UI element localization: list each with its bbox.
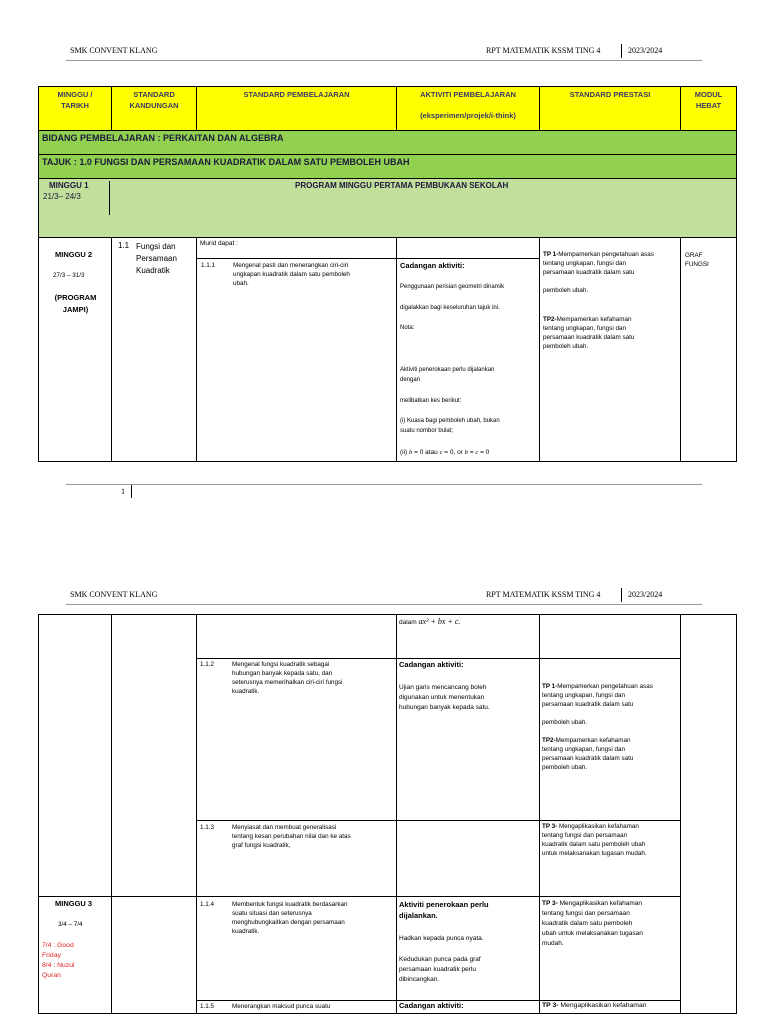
tp112-1-label: TP 1- — [542, 683, 558, 690]
col-minggu-header — [38, 86, 111, 131]
sp-112-text — [232, 660, 394, 696]
col-aktiviti-line2: (eksperimen/projek/i-think) — [420, 111, 516, 120]
tp2-line-2: tentang ungkapan, fungsi dan — [543, 325, 626, 332]
akt6-b: b — [409, 449, 413, 456]
minggu3-label: MINGGU 3 — [55, 899, 93, 908]
minggu2-sk-cell — [111, 238, 196, 462]
col-minggu-line1: MINGGU / — [57, 90, 93, 99]
sp112-line-3: seterusnya memerihalkan ciri-ciri fungsi — [232, 679, 343, 686]
minggu2-modul-cell — [680, 238, 737, 462]
minggu2-date: 27/3 – 31/3 — [53, 272, 85, 279]
sp113-line-2: tentang kesan perubahan nilai dan ke atas — [232, 833, 351, 840]
tp2-line-3: persamaan kuadratik dalam satu — [543, 334, 635, 341]
sp-114-text — [232, 900, 394, 936]
minggu2-aktiviti-cell — [396, 238, 539, 462]
header-year: 2023/2024 — [628, 46, 663, 55]
p2-row-sep-1 — [196, 658, 680, 659]
minggu1-divider — [109, 181, 110, 215]
murid-dapat: Murid dapat : — [200, 240, 238, 247]
tp-113-block — [542, 822, 678, 858]
akt-114-title — [399, 899, 489, 921]
sp114-line-2: suatu situasi dan seterusnya — [232, 910, 312, 917]
tp114-line-2: tentang fungsi dan persamaan — [542, 910, 630, 917]
sp112-line-2: hubungan banyak kepada satu, dan — [232, 670, 333, 677]
header-rpt: RPT MATEMATIK KSSM TING 4 — [486, 46, 601, 55]
aktiviti-line-4: melibatkan kes berikut: — [400, 398, 462, 404]
aktiviti-line-2: digalakkan bagi keseluruhan tajuk ini. — [400, 305, 500, 311]
sp112-line-1: Mengenal fungsi kuadratik sebagai — [232, 661, 330, 668]
col-prestasi-label: STANDARD PRESTASI — [569, 90, 651, 99]
tp115-label: TP 3- — [542, 1002, 559, 1009]
sp113-line-3: graf fungsi kuadratik, — [232, 842, 291, 849]
tp113-line-2: tentang fungsi dan persamaan — [542, 832, 628, 839]
sk-line-1: Fungsi dan — [136, 242, 176, 251]
tp112-2-line-2: tentang ungkapan, fungsi dan — [542, 746, 625, 753]
col-aktiviti-header — [396, 86, 539, 131]
tp1-label: TP 1- — [543, 251, 559, 258]
holiday-line-2: Friday — [42, 952, 61, 959]
sk-number: 1.1 — [118, 241, 130, 250]
col-minggu-line2: TARIKH — [61, 101, 89, 110]
akt6-f: b — [464, 449, 468, 456]
tp2-line-4: pemboleh ubah. — [543, 343, 589, 350]
akt114-title-2: dijalankan. — [399, 911, 438, 920]
tp-112-block — [542, 682, 678, 772]
tp114-line-5: mudah. — [542, 940, 564, 947]
header2-school: SMK CONVENT KLANG — [70, 590, 158, 599]
footer-page-number: 1 — [121, 487, 125, 496]
sp-113-number: 1.1.3 — [200, 824, 215, 831]
col-modul-header — [680, 86, 737, 131]
header2-rpt: RPT MATEMATIK KSSM TING 4 — [486, 590, 601, 599]
tp112-2-line-4: pemboleh ubah. — [542, 764, 588, 771]
minggu2-prestasi-cell — [539, 238, 680, 462]
akt114-2-line-3: dibincangkan. — [399, 976, 440, 983]
aktiviti-line-5b: suatu nombor bulat; — [400, 428, 454, 434]
minggu2-week-cell — [38, 238, 111, 462]
col-modul-line2: HEBAT — [695, 101, 722, 110]
header2-year: 2023/2024 — [628, 590, 663, 599]
col-sk-line1: STANDARD — [133, 90, 175, 99]
tp-115-block — [542, 1001, 647, 1010]
tp1-line-2: tentang ungkapan, fungsi dan — [543, 260, 626, 267]
tp1-block — [543, 250, 679, 295]
p2-col-modul — [680, 614, 737, 1014]
minggu2-program-1: (PROGRAM — [54, 293, 97, 302]
holiday-line-1: 7/4 : Good — [42, 942, 74, 949]
col-sk-line2: KANDUNGAN — [129, 101, 179, 110]
sp114-line-4: kuadratik. — [232, 928, 260, 935]
p2-col-aktiviti — [396, 614, 539, 1014]
sp-divider — [197, 258, 397, 259]
sk-line-2: Persamaan — [136, 254, 177, 263]
holiday-line-3: 8/4 : Nuzul — [42, 962, 75, 969]
akt6-a: (ii) — [400, 449, 410, 456]
tp114-line-1: Mengaplikasikan kefahaman — [557, 900, 642, 907]
aktiviti-nota: Nota: — [400, 325, 415, 331]
tp114-line-3: kuadratik dalam satu pemboleh — [542, 920, 633, 927]
akt-114-block-2 — [399, 955, 481, 985]
tp112-1-tail: pemboleh ubah. — [542, 719, 588, 726]
p2-row-sep-3 — [38, 896, 680, 897]
akt6-e: = 0, or — [442, 449, 465, 456]
minggu2-label: MINGGU 2 — [55, 250, 93, 259]
bidang-row — [38, 131, 737, 155]
p2-col-sk — [111, 614, 196, 1014]
tp2-line-1: Mempamerkan kefahaman — [556, 316, 632, 323]
modul-line-1: GRAF — [685, 252, 703, 259]
aktiviti-line-3a: Aktiviti penerokaan perlu dijalankan — [400, 367, 495, 373]
akt6-c: = 0 atau — [412, 449, 440, 456]
col-sp-label: STANDARD PEMBELAJARAN — [243, 90, 350, 99]
aktiviti-line-6 — [400, 448, 489, 457]
akt-112-title: Cadangan aktiviti: — [399, 660, 464, 669]
header-school: SMK CONVENT KLANG — [70, 46, 158, 55]
tp2-block — [543, 315, 679, 351]
sp-113-text — [232, 823, 394, 850]
sp-114-number: 1.1.4 — [200, 901, 215, 908]
tp1-line-3: persamaan kuadratik dalam satu — [543, 269, 635, 276]
sp-line-3: ubah. — [233, 280, 249, 287]
p2-col-prestasi — [539, 614, 680, 1014]
modul-block — [685, 251, 709, 269]
col-standard-kandungan-header — [111, 86, 196, 131]
minggu1-program: PROGRAM MINGGU PERTAMA PEMBUKAAN SEKOLAH — [295, 181, 509, 190]
akt-115-title: Cadangan aktiviti: — [399, 1001, 464, 1010]
tp115-line: Mengaplikasikan kefahaman — [558, 1002, 647, 1009]
sp-description — [233, 261, 395, 288]
akt6-g: = — [467, 449, 476, 456]
sp-115-text: Menerangkan maksud punca suatu — [232, 1003, 331, 1010]
tajuk-row — [38, 155, 737, 179]
tp112-2-line-3: persamaan kuadratik dalam satu — [542, 755, 634, 762]
header2-rule — [66, 604, 702, 605]
akt112-line-2: digunakan untuk menentukan — [399, 694, 485, 701]
sp-112-number: 1.1.2 — [200, 661, 215, 668]
sp-line-2: ungkapan kuadratik dalam satu pemboleh — [233, 271, 350, 278]
akt6-h: c — [475, 449, 479, 456]
col-modul-line1: MODUL — [694, 90, 723, 99]
tp112-1-line-3: persamaan kuadratik dalam satu — [542, 701, 634, 708]
aktiviti-line-1: Penggunaan perisian geometri dinamik — [400, 284, 505, 290]
modul-line-2: FUNGSI — [685, 261, 709, 268]
col-standard-prestasi-header — [539, 86, 680, 131]
tp112-1-line-1: Mempamerkan pengetahuan asas — [557, 683, 653, 690]
minggu1-date: 21/3– 24/3 — [43, 192, 81, 201]
tp113-line-3: kuadratik dalam satu pemboleh ubah — [542, 841, 646, 848]
minggu1-row — [38, 179, 737, 238]
tp112-2-line-1: Mempamerkan kefahaman — [555, 737, 631, 744]
cont-dalam: dalam — [399, 619, 419, 626]
sp-115-number: 1.1.5 — [200, 1003, 215, 1010]
minggu2-sp-cell — [196, 238, 396, 462]
akt114-2-line-2: persamaan kuadratik perlu — [399, 966, 476, 973]
sk-line-3: Kuadratik — [136, 266, 170, 275]
bidang-text: BIDANG PEMBELAJARAN : PERKAITAN DAN ALGEBRA — [42, 133, 284, 143]
tp112-1-line-2: tentang ungkapan, fungsi dan — [542, 692, 625, 699]
minggu3-holidays — [42, 941, 75, 981]
sp-number: 1.1.1 — [201, 262, 216, 269]
aktiviti-divider — [397, 258, 540, 259]
akt-112-text — [399, 683, 537, 713]
sp-line-1: Mengenal pasti dan menerangkan ciri-ciri — [233, 262, 349, 269]
tp114-line-4: ubah untuk melaksanakan tugasan — [542, 930, 643, 937]
header-divider — [621, 44, 622, 58]
akt6-i: = 0 — [478, 449, 490, 456]
minggu3-date: 3/4 – 7/4 — [58, 921, 83, 928]
sk-title — [136, 241, 177, 277]
minggu1-label: MINGGU 1 — [49, 181, 89, 190]
akt114-title-1: Aktiviti penerokaan perlu — [399, 900, 489, 909]
akt112-line-1: Ujian garis mencancang boleh — [399, 684, 487, 691]
akt-114-line-1: Hadkan kepada punca nyata. — [399, 935, 484, 942]
tp113-label: TP 3- — [542, 823, 558, 830]
tp-114-block — [542, 899, 678, 949]
p2-row-sep-2 — [196, 820, 680, 821]
footer-divider — [131, 485, 132, 498]
col-standard-pembelajaran-header — [196, 86, 396, 131]
aktiviti-line-5a: (i) Kuasa bagi pemboleh ubah, bukan — [400, 418, 500, 424]
tp113-line-4: untuk melaksanakan tugasan mudah. — [542, 850, 647, 857]
akt6-d: c — [439, 449, 443, 456]
header-rule — [66, 60, 702, 61]
tp112-2-label: TP2- — [542, 737, 556, 744]
aktiviti-line-3b: dengan — [400, 377, 421, 383]
aktiviti-title: Cadangan aktiviti: — [400, 261, 465, 270]
tp2-label: TP2- — [543, 316, 557, 323]
akt114-2-line-1: Kedudukan punca pada graf — [399, 956, 481, 963]
footer-rule — [66, 484, 702, 485]
header2-divider — [621, 588, 622, 602]
minggu2-program-2: JAMPI) — [62, 305, 89, 314]
sp113-line-1: Menyiasat dan membuat generalisasi — [232, 824, 337, 831]
tajuk-text: TAJUK : 1.0 FUNGSI DAN PERSAMAAN KUADRATIK DALAM SATU PEMBOLEH UBAH — [42, 157, 410, 167]
sp114-line-1: Membentuk fungsi kuadratik berdasarkan — [232, 901, 348, 908]
tp113-line-1: Mengaplikasikan kefahaman — [557, 823, 639, 830]
akt112-line-3: hubungan banyak kepada satu. — [399, 704, 490, 711]
sp112-line-4: kuadratik. — [232, 688, 260, 695]
cont-text — [399, 617, 460, 627]
tp1-line-1: Mempamerkan pengetahuan asas — [558, 251, 654, 258]
cont-math: ax² + bx + c. — [418, 617, 461, 626]
col-aktiviti-line1: AKTIVITI PEMBELAJARAN — [420, 90, 516, 99]
holiday-line-4: Quran — [42, 972, 61, 979]
tp1-tail: pemboleh ubah. — [543, 287, 589, 294]
tp114-label: TP 3- — [542, 900, 558, 907]
sp114-line-3: menghubungkaitkan dengan persamaan — [232, 919, 345, 926]
